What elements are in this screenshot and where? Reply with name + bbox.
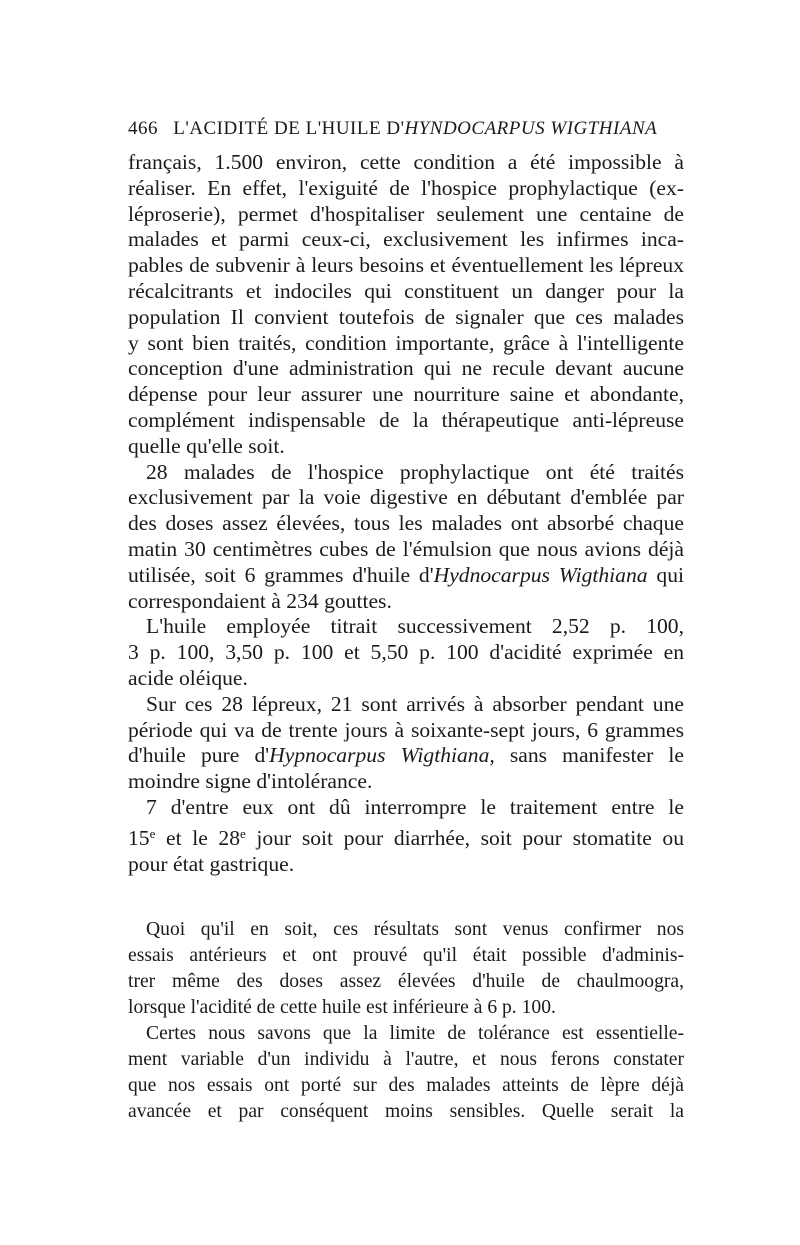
text-fragment: qui	[647, 562, 684, 587]
species-name: Hydnocarpus Wigthiana	[433, 562, 648, 587]
text-line: malades et parmi ceux-ci, exclusivement les infirmes inca-	[128, 227, 684, 252]
text-line: acide oléique.	[128, 665, 248, 690]
text-line: dépense pour leur assurer une nourriture saine et abondante,	[128, 382, 684, 407]
text-line: 3 p. 100, 3,50 p. 100 et 5,50 p. 100 d'acidité exprimée en	[128, 640, 684, 665]
paragraph-4	[128, 692, 684, 795]
text-fragment: 15	[128, 825, 150, 850]
paragraph-7	[128, 1021, 684, 1125]
text-fragment: et le 28	[155, 825, 241, 850]
text-line: y sont bien traités, condition importante, grâce à l'intelligente	[128, 330, 684, 355]
text-line: que nos essais ont porté sur des malades atteints de lèpre déjà	[128, 1075, 684, 1097]
text-line: correspondaient à 234 gouttes.	[128, 588, 392, 613]
paragraph-1	[128, 150, 684, 460]
text-line: période qui va de trente jours à soixante-sept jours, 6 grammes	[128, 717, 684, 742]
species-name: Hypnocarpus Wigthiana,	[269, 743, 495, 768]
paragraph-6	[128, 917, 684, 1021]
text-line: matin 30 centimètres cubes de l'émulsion que nous avions déjà	[128, 536, 684, 561]
text-line: exclusivement par la voie digestive en débutant d'emblée par	[128, 485, 684, 510]
paragraph-3	[128, 614, 684, 691]
text-line: des doses assez élevées, tous les malades ont absorbé chaque	[128, 511, 684, 536]
text-line: français, 1.500 environ, cette condition a été impossible à	[128, 150, 684, 174]
text-line: Sur ces 28 lépreux, 21 sont arrivés à absorber pendant une	[146, 691, 684, 716]
text-fragment: jour soit pour diarrhée, soit pour stomatite ou	[245, 825, 684, 850]
superscript: e	[240, 825, 246, 841]
text-line: récalcitrants et indociles qui constituent un danger pour la	[128, 278, 684, 303]
text-line: population Il convient toutefois de signaler que ces malades	[128, 304, 684, 329]
text-line: pour état gastrique.	[128, 851, 295, 876]
text-line: 28 malades de l'hospice prophylactique ont été traités	[146, 459, 684, 484]
text-line: réaliser. En effet, l'exiguité de l'hospice prophylactique (ex-	[128, 175, 684, 200]
section-gap	[128, 877, 684, 917]
text-fragment: utilisée, soit 6 grammes d'huile d'	[128, 562, 434, 587]
text-line: léproserie), permet d'hospitaliser seulement une centaine de	[128, 201, 684, 226]
text-line: L'huile employée titrait successivement 2,52 p. 100,	[146, 614, 684, 639]
paragraph-5	[128, 795, 684, 877]
text-line: Quoi qu'il en soit, ces résultats sont venus confirmer nos	[146, 919, 684, 941]
superscript: e	[149, 825, 156, 841]
text-line: essais antérieurs et ont prouvé qu'il était possible d'adminis-	[128, 945, 684, 967]
text-line: quelle qu'elle soit.	[128, 433, 285, 458]
page-number: 466	[128, 118, 158, 139]
text-line: conception d'une administration qui ne recule devant aucune	[128, 356, 684, 381]
text-line	[128, 743, 684, 769]
text-line: moindre signe d'intolérance.	[128, 769, 373, 794]
text-fragment: d'huile pure d'	[128, 743, 270, 768]
running-header	[128, 118, 688, 144]
header-title-italic: HYNDOCARPUS WIGTHIANA	[404, 118, 658, 139]
paragraph-2	[128, 460, 684, 615]
text-line: complément indispensable de la thérapeutique anti-lépreuse	[128, 407, 684, 432]
text-line	[128, 821, 684, 852]
text-line	[128, 563, 684, 589]
text-line: Certes nous savons que la limite de tolérance est essentielle-	[146, 1023, 684, 1045]
text-line: lorsque l'acidité de cette huile est inférieure à 6 p. 100.	[128, 997, 556, 1019]
header-title: L'ACIDITÉ DE L'HUILE D'	[173, 118, 405, 139]
text-fragment: sans manifester le	[494, 743, 684, 768]
text-line: avancée et par conséquent moins sensibles. Quelle serait la	[128, 1101, 684, 1123]
text-line: pables de subvenir à leurs besoins et éventuellement les lépreux	[128, 253, 684, 278]
body-text	[128, 150, 684, 1125]
text-line: trer même des doses assez élevées d'huile de chaulmoogra,	[128, 971, 684, 993]
text-line: ment variable d'un individu à l'autre, et nous ferons constater	[128, 1049, 684, 1071]
text-line: 7 d'entre eux ont dû interrompre le traitement entre le	[146, 794, 684, 819]
